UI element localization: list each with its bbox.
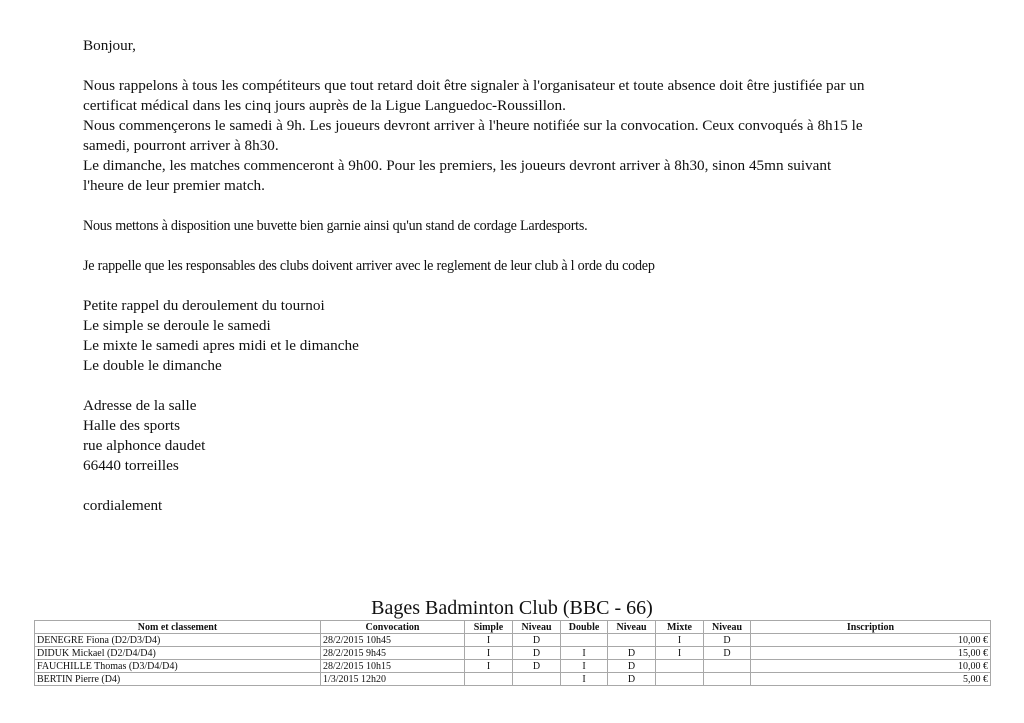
cell-inscription: 10,00 €	[751, 660, 991, 673]
cell-niveau-simple: D	[513, 634, 561, 647]
cell-double: I	[561, 673, 608, 686]
cell-nom: DIDUK Mickael (D2/D4/D4)	[35, 647, 321, 660]
address-line-2: Halle des sports	[83, 417, 181, 434]
col-header-nom: Nom et classement	[35, 621, 321, 634]
cell-simple: I	[465, 634, 513, 647]
address-line-1: Adresse de la salle	[83, 397, 197, 414]
cell-niveau-double: D	[608, 673, 656, 686]
cell-niveau-double	[608, 634, 656, 647]
deroulement-line-3: Le mixte le samedi apres midi et le dimanche	[83, 337, 359, 354]
club-title: Bages Badminton Club (BBC - 66)	[371, 597, 653, 619]
cell-niveau-simple: D	[513, 647, 561, 660]
cell-double: I	[561, 660, 608, 673]
table-row	[35, 647, 991, 660]
cell-niveau-simple: D	[513, 660, 561, 673]
reglement-note: Je rappelle que les responsables des clubs doivent arriver avec le reglement de leur club à l orde du codep	[83, 257, 655, 274]
buvette-note: Nous mettons à disposition une buvette bien garnie ainsi qu'un stand de cordage Lardesports.	[83, 217, 588, 234]
cell-nom: DENEGRE Fiona (D2/D3/D4)	[35, 634, 321, 647]
notice-line-6: l'heure de leur premier match.	[83, 177, 265, 194]
cell-simple	[465, 673, 513, 686]
cell-double: I	[561, 647, 608, 660]
cell-nom: FAUCHILLE Thomas (D3/D4/D4)	[35, 660, 321, 673]
notice-line-5: Le dimanche, les matches commenceront à 9h00. Pour les premiers, les joueurs devront arriver à 8h30, sinon 45mn suivant	[83, 157, 832, 174]
cell-niveau-simple	[513, 673, 561, 686]
col-header-double: Double	[561, 621, 608, 634]
table-row	[35, 634, 991, 647]
cell-convocation: 28/2/2015 9h45	[321, 647, 465, 660]
cell-mixte: I	[656, 647, 704, 660]
cell-convocation: 1/3/2015 12h20	[321, 673, 465, 686]
cell-niveau-mixte: D	[704, 647, 751, 660]
deroulement-line-4: Le double le dimanche	[83, 357, 222, 374]
address-line-4: 66440 torreilles	[83, 457, 179, 474]
table-row	[35, 660, 991, 673]
header-row	[35, 621, 991, 634]
table-row	[35, 673, 991, 686]
greeting: Bonjour,	[83, 37, 136, 54]
cell-niveau-mixte: D	[704, 634, 751, 647]
cell-double	[561, 634, 608, 647]
cell-convocation: 28/2/2015 10h45	[321, 634, 465, 647]
cell-nom: BERTIN Pierre (D4)	[35, 673, 321, 686]
closing: cordialement	[83, 497, 163, 514]
cell-simple: I	[465, 647, 513, 660]
col-header-niveau-double: Niveau	[608, 621, 656, 634]
address-line-3: rue alphonce daudet	[83, 437, 206, 454]
cell-simple: I	[465, 660, 513, 673]
cell-niveau-mixte	[704, 673, 751, 686]
cell-inscription: 15,00 €	[751, 647, 991, 660]
notice-line-4: samedi, pourront arriver à 8h30.	[83, 137, 279, 154]
cell-inscription: 10,00 €	[751, 634, 991, 647]
notice-line-3: Nous commençerons le samedi à 9h. Les joueurs devront arriver à l'heure notifiée sur la convocation. Ceux convoqués à 8h15 le	[83, 117, 863, 134]
col-header-mixte: Mixte	[656, 621, 704, 634]
cell-niveau-mixte	[704, 660, 751, 673]
cell-mixte	[656, 660, 704, 673]
deroulement-line-1: Petite rappel du deroulement du tournoi	[83, 297, 325, 314]
col-header-convocation: Convocation	[321, 621, 465, 634]
cell-convocation: 28/2/2015 10h15	[321, 660, 465, 673]
cell-niveau-double: D	[608, 660, 656, 673]
roster-table	[34, 620, 991, 686]
col-header-inscription: Inscription	[751, 621, 991, 634]
notice-line-2: certificat médical dans les cinq jours auprès de la Ligue Languedoc-Roussillon.	[83, 97, 566, 114]
col-header-niveau-simple: Niveau	[513, 621, 561, 634]
deroulement-line-2: Le simple se deroule le samedi	[83, 317, 271, 334]
col-header-niveau-mixte: Niveau	[704, 621, 751, 634]
letter-body	[83, 36, 1003, 516]
col-header-simple: Simple	[465, 621, 513, 634]
cell-mixte: I	[656, 634, 704, 647]
cell-niveau-double: D	[608, 647, 656, 660]
notice-line-1: Nous rappelons à tous les compétiteurs que tout retard doit être signaler à l'organisateur et toute absence doit être justifiée par un	[83, 77, 865, 94]
cell-mixte	[656, 673, 704, 686]
cell-inscription: 5,00 €	[751, 673, 991, 686]
